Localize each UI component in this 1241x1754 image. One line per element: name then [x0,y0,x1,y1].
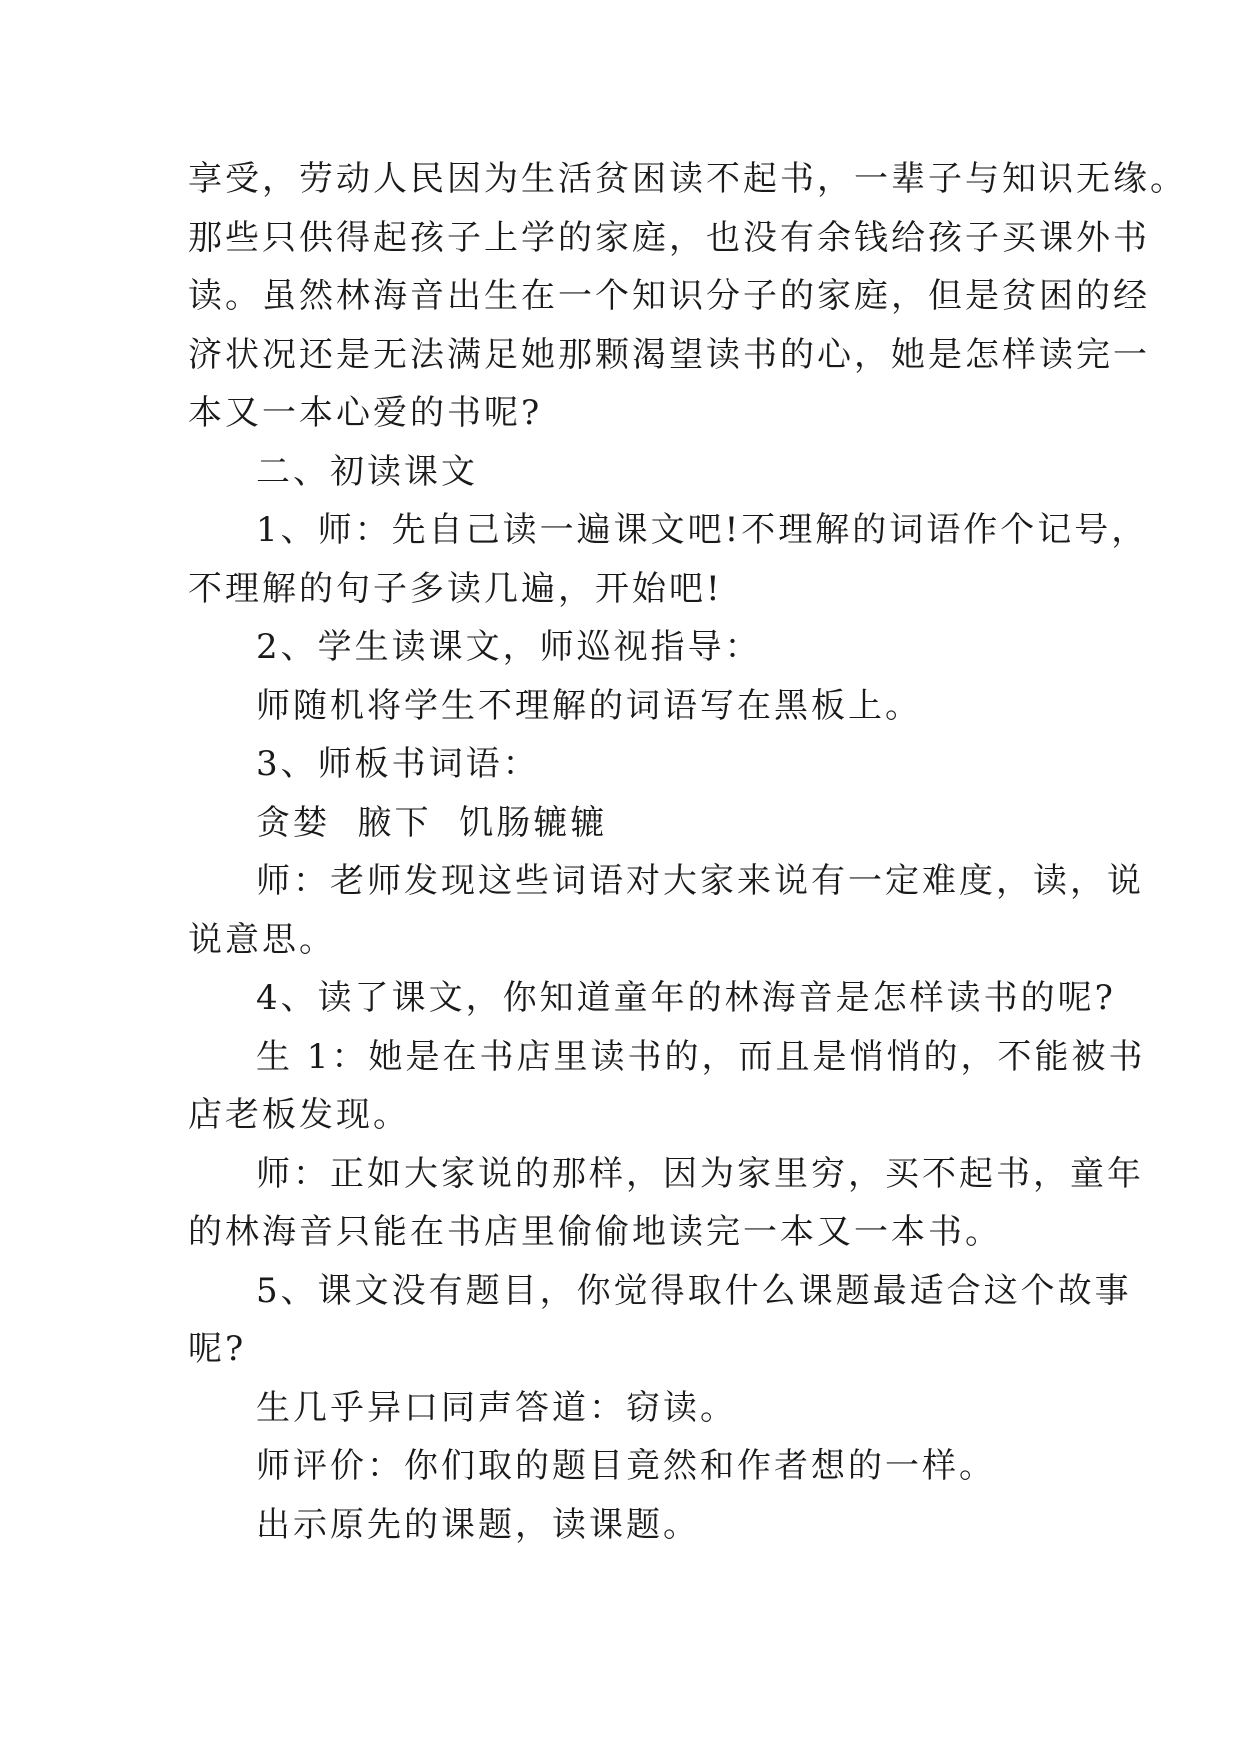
text-line: 出示原先的课题，读课题。 [256,1504,700,1545]
vocabulary-words: 贪婪 腋下 饥肠辘辘 [256,802,608,843]
text-line: 师随机将学生不理解的词语写在黑板上。 [256,685,922,726]
text-line: 读。虽然林海音出生在一个知识分子的家庭，但是贫困的经 [188,276,1150,316]
text-line: 4、读了课文，你知道童年的林海音是怎样读书的呢? [256,978,1116,1018]
text-line: 的林海音只能在书店里偷偷地读完一本又一本书。 [188,1212,1002,1252]
text-line: 1、师：先自己读一遍课文吧!不理解的词语作个记号， [256,510,1149,550]
text-line: 师：正如大家说的那样，因为家里穷，买不起书，童年 [256,1153,1144,1194]
text-line: 济状况还是无法满足她那颗渴望读书的心，她是怎样读完一 [188,334,1150,375]
text-line: 师：老师发现这些词语对大家来说有一定难度，读，说 [256,861,1144,901]
text-line: 本又一本心爱的书呢? [188,393,543,433]
text-line: 生 1：她是在书店里读书的，而且是悄悄的，不能被书 [256,1036,1146,1077]
text-line: 那些只供得起孩子上学的家庭，也没有余钱给孩子买课外书 [188,217,1150,258]
text-line: 呢? [188,1329,247,1369]
text-line: 店老板发现。 [188,1095,410,1135]
body-text [188,150,1187,1554]
text-line: 2、学生读课文，师巡视指导： [256,627,762,667]
text-line: 享受，劳动人民因为生活贫困读不起书，一辈子与知识无缘。 [188,159,1187,199]
text-line: 生几乎异口同声答道：窃读。 [256,1387,737,1428]
text-line: 师评价：你们取的题目竟然和作者想的一样。 [256,1446,996,1486]
text-line: 说意思。 [188,919,336,960]
text-line: 3、师板书词语： [256,744,540,784]
text-line: 不理解的句子多读几遍，开始吧! [188,568,723,609]
section-heading: 二、初读课文 [256,451,478,492]
text-line: 5、课文没有题目，你觉得取什么课题最适合这个故事 [256,1270,1132,1311]
